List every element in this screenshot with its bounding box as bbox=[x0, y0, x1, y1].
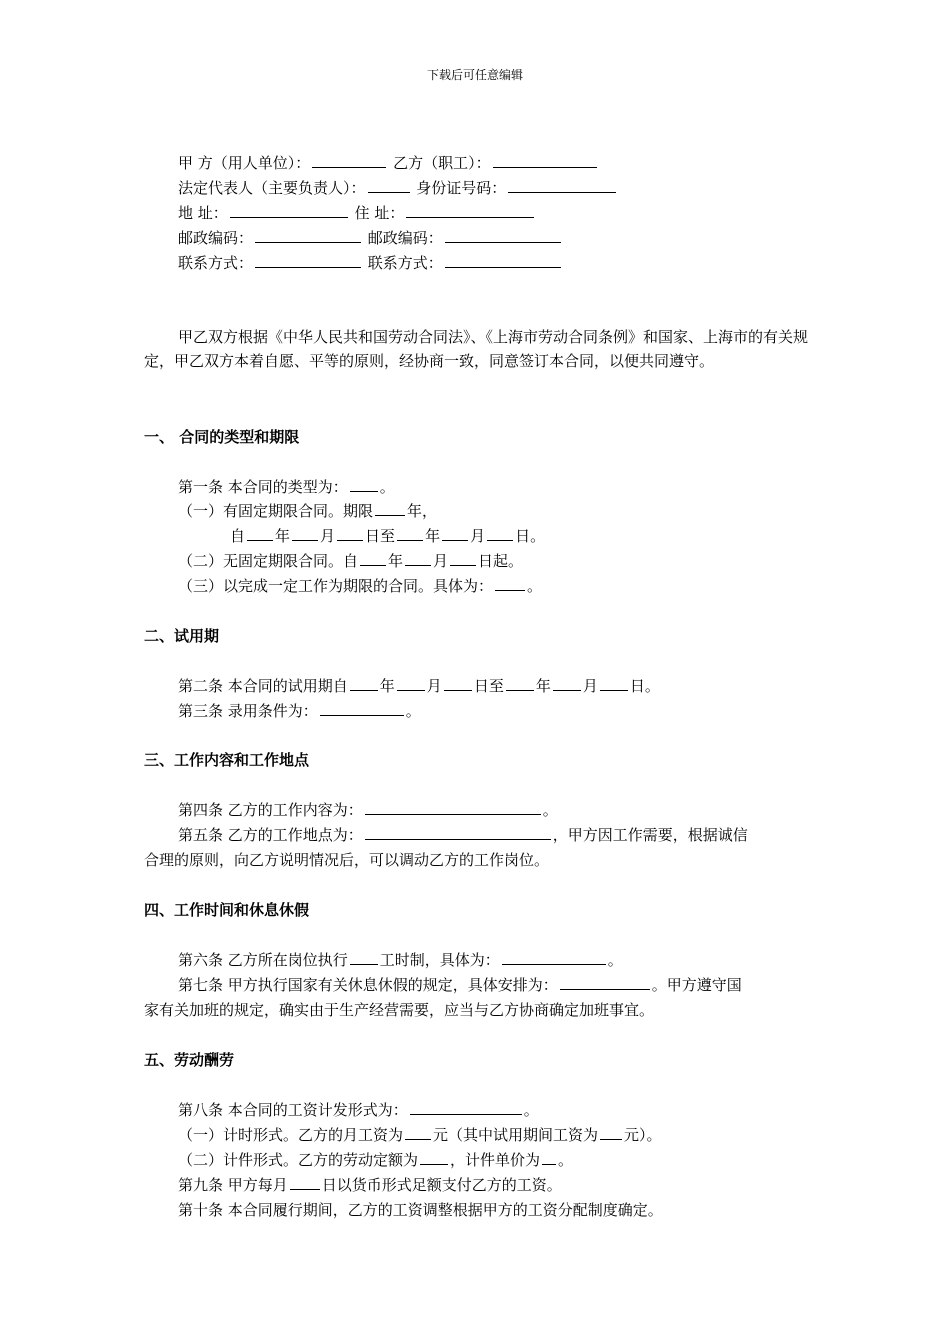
article-10: 第十条 本合同履行期间，乙方的工资调整根据甲方的工资分配制度确定。 bbox=[178, 1201, 663, 1219]
article-1-item-2: （二）无固定期限合同。自 年 月 日起。 bbox=[178, 552, 524, 570]
party-line-postcode: 邮政编码： 邮政编码： bbox=[178, 228, 563, 248]
piece-rate-blank[interactable] bbox=[542, 1150, 556, 1165]
monthly-wage-blank[interactable] bbox=[405, 1125, 431, 1140]
pay-day-blank[interactable] bbox=[290, 1175, 320, 1190]
task-blank[interactable] bbox=[495, 576, 525, 591]
leave-arrangement-blank[interactable] bbox=[560, 975, 650, 990]
article-5-continued: 合理的原则，向乙方说明情况后，可以调动乙方的工作岗位。 bbox=[144, 851, 550, 869]
section-3-title: 三、工作内容和工作地点 bbox=[144, 751, 310, 769]
party-line-address: 地 址： 住 址： bbox=[178, 203, 536, 223]
contract-type-blank[interactable] bbox=[350, 477, 378, 492]
probation-wage-blank[interactable] bbox=[600, 1125, 622, 1140]
term-years-blank[interactable] bbox=[375, 501, 405, 516]
article-9: 第九条 甲方每月 日以货币形式足额支付乙方的工资。 bbox=[178, 1176, 562, 1194]
employee-address-blank[interactable] bbox=[406, 203, 534, 218]
employer-name-blank[interactable] bbox=[312, 153, 386, 168]
article-8: 第八条 本合同的工资计发形式为： 。 bbox=[178, 1101, 539, 1119]
article-1: 第一条 本合同的类型为： 。 bbox=[178, 478, 395, 496]
labor-quota-blank[interactable] bbox=[420, 1150, 448, 1165]
section-4-title: 四、工作时间和休息休假 bbox=[144, 901, 310, 919]
article-8-item-1: （一）计时形式。乙方的月工资为 元（其中试用期间工资为 元）。 bbox=[178, 1126, 662, 1144]
party-line-contact: 联系方式： 联系方式： bbox=[178, 253, 563, 273]
work-location-blank[interactable] bbox=[365, 825, 551, 840]
intro-paragraph: 甲乙双方根据《中华人民共和国劳动合同法》、《上海市劳动合同条例》和国家、上海市的有关规定，甲乙双方本着自愿、平等的原则，经协商一致，同意签订本合同，以便共同遵守。 bbox=[144, 328, 809, 370]
employer-address-blank[interactable] bbox=[230, 203, 348, 218]
article-5: 第五条 乙方的工作地点为： ，甲方因工作需要，根据诚信 bbox=[178, 826, 748, 844]
employer-postcode-blank[interactable] bbox=[255, 228, 361, 243]
working-hours-detail-blank[interactable] bbox=[502, 950, 606, 965]
section-2-title: 二、试用期 bbox=[144, 627, 220, 645]
article-2: 第二条 本合同的试用期自 年 月 日至 年 月 日。 bbox=[178, 677, 660, 695]
article-3: 第三条 录用条件为： 。 bbox=[178, 702, 421, 720]
job-content-blank[interactable] bbox=[365, 800, 541, 815]
employee-name-blank[interactable] bbox=[493, 153, 597, 168]
working-hours-type-blank[interactable] bbox=[350, 950, 378, 965]
article-7-continued: 家有关加班的规定，确实由于生产经营需要，应当与乙方协商确定加班事宜。 bbox=[144, 1001, 655, 1019]
wage-form-blank[interactable] bbox=[410, 1100, 522, 1115]
hiring-conditions-blank[interactable] bbox=[320, 701, 404, 716]
article-1-item-1: （一）有固定期限合同。期限 年， bbox=[178, 502, 438, 520]
article-7: 第七条 甲方执行国家有关休息休假的规定，具体安排为： 。甲方遵守国 bbox=[178, 976, 742, 994]
section-5-title: 五、劳动酬劳 bbox=[144, 1051, 235, 1069]
id-number-blank[interactable] bbox=[508, 178, 616, 193]
article-4: 第四条 乙方的工作内容为： 。 bbox=[178, 801, 558, 819]
employee-postcode-blank[interactable] bbox=[445, 228, 561, 243]
employer-contact-blank[interactable] bbox=[255, 253, 361, 268]
party-line-representative: 法定代表人（主要负责人）： 身份证号码： bbox=[178, 178, 618, 198]
representative-blank[interactable] bbox=[368, 178, 410, 193]
article-8-item-2: （二）计件形式。乙方的劳动定额为 ，计件单价为 。 bbox=[178, 1151, 574, 1169]
article-1-item-1-dates: 自 年 月 日至 年 月 日。 bbox=[230, 527, 546, 545]
section-1-title: 一、 合同的类型和期限 bbox=[144, 428, 300, 446]
party-line-employer: 甲 方（用人单位）： 乙方（职工）： bbox=[178, 153, 599, 173]
employee-contact-blank[interactable] bbox=[445, 253, 561, 268]
article-1-item-3: （三）以完成一定工作为期限的合同。具体为： 。 bbox=[178, 577, 543, 595]
page-header: 下载后可任意编辑 bbox=[426, 68, 523, 82]
article-6: 第六条 乙方所在岗位执行 工时制，具体为： 。 bbox=[178, 951, 623, 969]
